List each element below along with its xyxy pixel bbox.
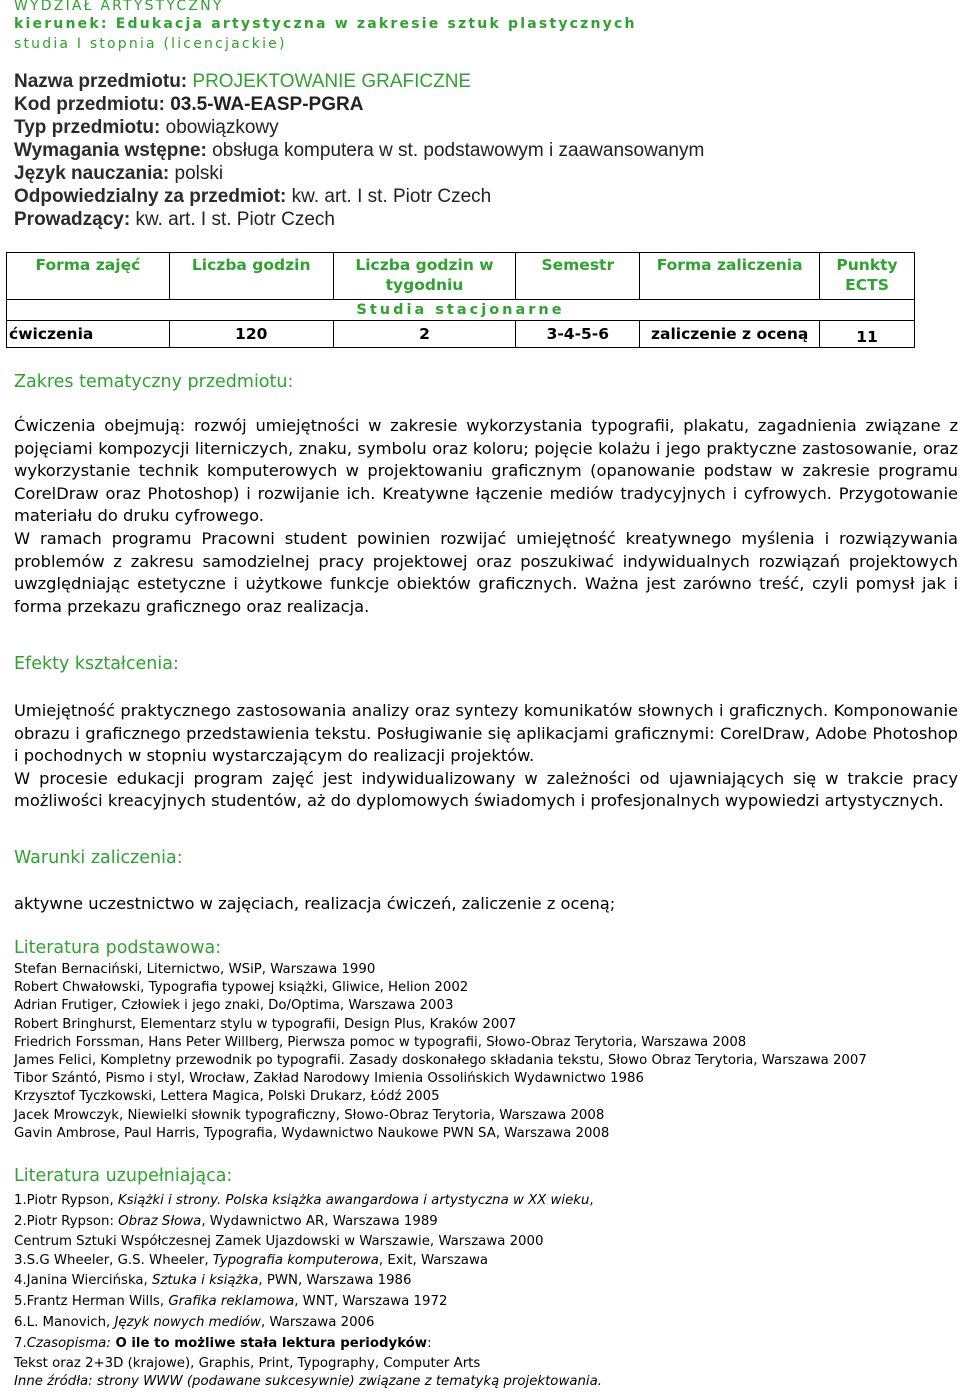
meta-responsible: Odpowiedzialny za przedmiot: kw. art. I st. Piotr Czech	[14, 186, 492, 207]
outcomes-paragraph-2: W procesie edukacji program zajęć jest indywidualizowany w zależności od ujawniających się w trakcie pracy możliwości kreacyjnych studentów, aż do dyplomowych świadomych i profesjonalnych wypowiedzi artystycznych.	[14, 768, 958, 811]
outcomes-text	[14, 700, 958, 813]
list-item: Jacek Mrowczyk, Niewielki słownik typograficzny, Słowo-Obraz Terytoria, Warszawa 2008	[14, 1107, 605, 1123]
scope-paragraph-1: Ćwiczenia obejmują: rozwój umiejętności w zakresie wykorzystania typografii, plakatu, zagadnienia związane z pojęciami kompozycji literniczych, znaku, symbolu oraz koloru; pojęcie kolażu i jego praktyczne zastosowanie, oraz wykorzystanie technik komputerowych w projektowaniu graficznym (opanowanie podstaw w zakresie programu CorelDraw oraz Photoshop) i rozwijanie ich. Kreatywne łączenie mediów tradycyjnych i cyfrowych. Przygotowanie materiału do druku cyfrowego.	[14, 416, 958, 526]
th-hours-week: Liczba godzin w tygodniu	[333, 253, 516, 300]
meta-course-code: Kod przedmiotu: 03.5-WA-EASP-PGRA	[14, 94, 364, 115]
list-item: Adrian Frutiger, Człowiek i jego znaki, Do/Optima, Warszawa 2003	[14, 998, 454, 1014]
td-semester: 3-4-5-6	[516, 321, 640, 348]
td-hours: 120	[169, 321, 333, 348]
list-item: 6.L. Manovich, Język nowych mediów, Warszawa 2006	[14, 1314, 375, 1330]
scope-paragraph-2: W ramach programu Pracowni student powinien rozwijać umiejętność kreatywnego myślenia i rozwiązywania problemów z zakresu samodzielnej pracy projektowej oraz poszukiwać indywidualnych rozwiązań projektowych uwzględniając estetyczne i użytkowe funkcje obiektów graficznych. Ważna jest zarówno treść, czyli pomysł jak i forma przekazu graficznego oraz realizacja.	[14, 528, 958, 616]
supplementary-literature-list	[14, 1191, 958, 1391]
studies-mode: Studia stacjonarne	[7, 300, 915, 321]
table-row	[7, 321, 915, 348]
meta-course-name: Nazwa przedmiotu: PROJEKTOWANIE GRAFICZNE	[14, 71, 472, 92]
list-item: Stefan Bernaciński, Liternictwo, WSiP, Warszawa 1990	[14, 962, 376, 977]
meta-instructor: Prowadzący: kw. art. I st. Piotr Czech	[14, 209, 335, 230]
list-item: 3.S.G Wheeler, G.S. Wheeler, Typografia komputerowa, Exit, Warszawa	[14, 1252, 488, 1268]
list-item: Krzysztof Tyczkowski, Lettera Magica, Polski Drukarz, Łódź 2005	[14, 1089, 440, 1105]
meta-language: Język nauczania: polski	[14, 163, 224, 184]
list-item: Robert Bringhurst, Elementarz stylu w typografii, Design Plus, Kraków 2007	[14, 1016, 517, 1032]
faculty-title: WYDZIAŁ ARTYSTYCZNY	[14, 0, 224, 14]
table-header-row	[7, 253, 915, 300]
th-semester: Semestr	[516, 253, 640, 300]
th-hours: Liczba godzin	[169, 253, 333, 300]
list-item: Tibor Szántó, Pismo i styl, Wrocław, Zakład Narodowy Imienia Ossolińskich Wydawnictwo 1986	[14, 1071, 644, 1087]
section-title-scope: Zakres tematyczny przedmiotu:	[14, 372, 294, 392]
meta-course-type: Typ przedmiotu: obowiązkowy	[14, 117, 279, 138]
td-hours-week: 2	[333, 321, 516, 348]
td-form: ćwiczenia	[7, 321, 170, 348]
conditions-text	[14, 893, 958, 916]
th-assessment: Forma zaliczenia	[640, 253, 820, 300]
th-form: Forma zajęć	[7, 253, 170, 300]
th-ects: Punkty ECTS	[820, 253, 915, 300]
section-title-outcomes: Efekty kształcenia:	[14, 654, 179, 674]
scope-text	[14, 415, 958, 618]
list-item: James Felici, Kompletny przewodnik po typografii. Zasady doskonałego składania tekstu, Słowo Obraz Terytoria, Warszawa 2007	[14, 1053, 867, 1069]
list-item: Gavin Ambrose, Paul Harris, Typografia, Wydawnictwo Naukowe PWN SA, Warszawa 2008	[14, 1125, 610, 1141]
list-item: 1.Piotr Rypson, Książki i strony. Polska książka awangardowa i artystyczna w XX wieku,	[14, 1193, 594, 1208]
td-ects: 11	[820, 321, 915, 348]
list-item: Robert Chwałowski, Typografia typowej książki, Gliwice, Helion 2002	[14, 980, 469, 996]
basic-literature-list	[14, 961, 958, 1143]
course-table	[6, 252, 915, 348]
table-subheader-row	[7, 300, 915, 321]
list-item: 2.Piotr Rypson: Obraz Słowa, Wydawnictwo AR, Warszawa 1989	[14, 1213, 438, 1229]
field-of-study: kierunek: Edukacja artystyczna w zakresie sztuk plastycznych	[14, 16, 637, 32]
list-item-continuation: Tekst oraz 2+3D (krajowe), Graphis, Print, Typography, Computer Arts	[14, 1355, 481, 1371]
list-item: Friedrich Forssman, Hans Peter Willberg, Pierwsza pomoc w typografii, Słowo-Obraz Terytoria, Warszawa 2008	[14, 1034, 747, 1050]
conditions-paragraph: aktywne uczestnictwo w zajęciach, realizacja ćwiczeń, zaliczenie z oceną;	[14, 894, 616, 913]
list-item: 7.Czasopisma: O ile to możliwe stała lektura periodyków:	[14, 1335, 432, 1351]
section-title-supplementary-literature: Literatura uzupełniająca:	[14, 1166, 233, 1186]
list-item: 4.Janina Wiercińska, Sztuka i książka, PWN, Warszawa 1986	[14, 1273, 412, 1289]
course-meta	[14, 70, 704, 231]
list-item: 5.Frantz Herman Wills, Grafika reklamowa, WNT, Warszawa 1972	[14, 1294, 448, 1310]
td-assessment: zaliczenie z oceną	[640, 321, 820, 348]
outcomes-paragraph-1: Umiejętność praktycznego zastosowania analizy oraz syntezy komunikatów słownych i graficznych. Komponowanie obrazu i graficznego przedstawienia tekstu. Posługiwanie się aplikacjami graficznymi: CorelDraw, Adobe Photoshop i pochodnych w stopniu wystarczającym do realizacji projektów.	[14, 701, 958, 766]
section-title-basic-literature: Literatura podstawowa:	[14, 938, 222, 958]
meta-prerequisites: Wymagania wstępne: obsługa komputera w st. podstawowym i zaawansowanym	[14, 140, 705, 161]
study-level: studia I stopnia (licencjackie)	[14, 36, 287, 52]
section-title-conditions: Warunki zaliczenia:	[14, 848, 183, 868]
list-item: Inne źródła: strony WWW (podawane sukcesywnie) związane z tematyką projektowania.	[14, 1373, 602, 1389]
list-item-continuation: Centrum Sztuki Współczesnej Zamek Ujazdowski w Warszawie, Warszawa 2000	[14, 1233, 544, 1249]
